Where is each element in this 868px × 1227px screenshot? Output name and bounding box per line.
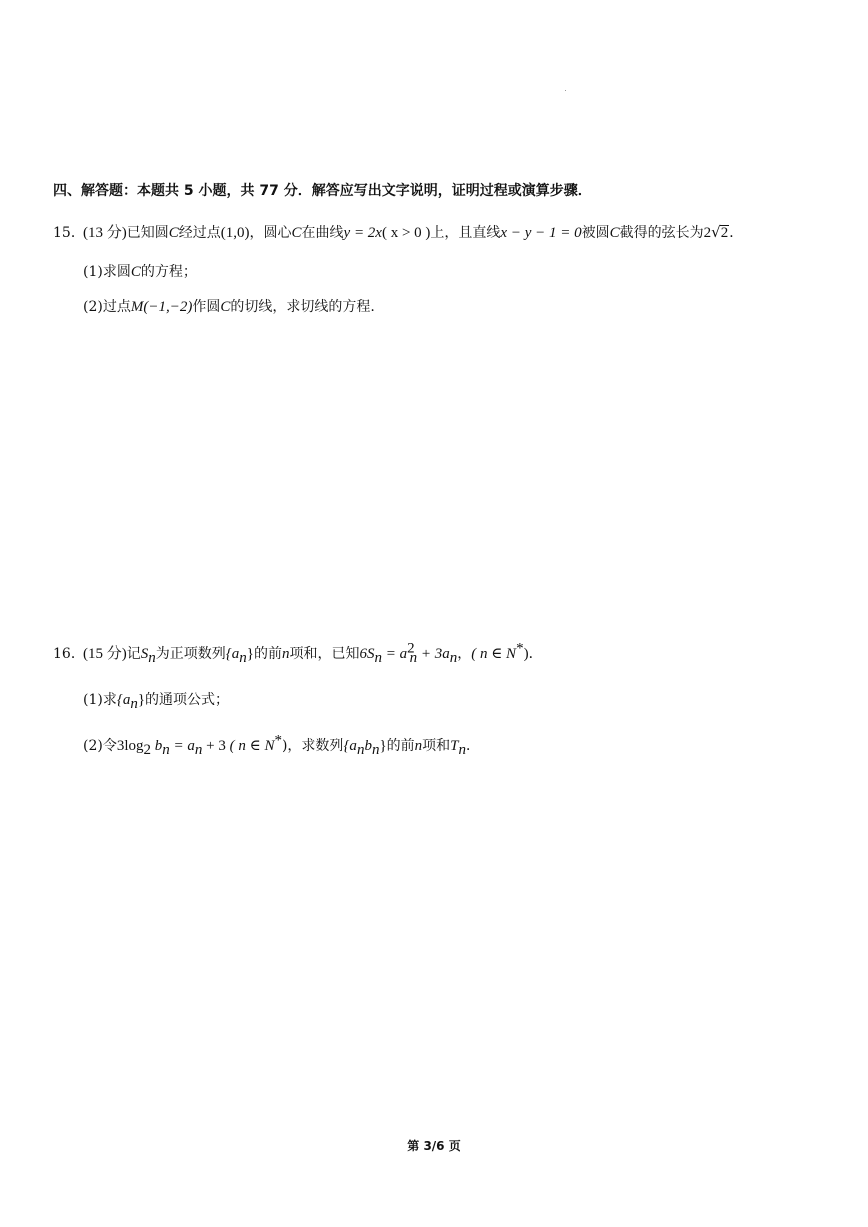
section-heading: 四、解答题：本题共 5 小题，共 77 分．解答应写出文字说明，证明过程或演算步骤． — [53, 183, 592, 199]
subscript-n: n — [239, 649, 247, 666]
q16-text: 为正项数列 — [155, 646, 226, 662]
q16-part1 — [83, 690, 229, 710]
point-m: M(−1,−2) — [130, 299, 193, 315]
brace-close: } — [246, 646, 254, 662]
q15-part2 — [83, 297, 375, 317]
brace-close: } — [379, 738, 387, 754]
var-n: n — [281, 646, 290, 662]
var-c: C — [130, 264, 141, 280]
q16-score: (15 分) — [83, 646, 127, 662]
var-s: S — [140, 646, 149, 662]
q16-part2 — [83, 732, 480, 758]
q15-text: 上，且直线 — [430, 225, 501, 241]
q15-text: 已知圆 — [126, 225, 169, 241]
var-c: C — [609, 225, 620, 241]
q16-text: 记 — [126, 646, 141, 662]
q16-stem — [53, 640, 543, 666]
var-b: b — [151, 738, 163, 754]
equation-plus-3: + 3 — [202, 738, 226, 754]
natural-condition: ( n ∈ N — [471, 646, 517, 662]
q16-text: ． — [528, 646, 543, 662]
chord-coefficient: 2 — [703, 225, 712, 241]
q16-part2-text: )，求数列 — [281, 738, 344, 754]
q16-text: ， — [457, 646, 472, 662]
q16-number: 16． — [53, 646, 85, 662]
subscript-n: n — [374, 649, 382, 666]
q16-part1-label: (1)求 — [83, 692, 117, 708]
var-c: C — [291, 225, 302, 241]
q16-part2-label: (2)令 — [83, 738, 117, 754]
q15-part1 — [83, 262, 197, 282]
scan-dot — [565, 90, 566, 91]
superscript-star: * — [274, 732, 282, 749]
q16-text: 项和，已知 — [289, 646, 360, 662]
paren-close: ) — [523, 646, 529, 662]
subscript-n: n — [162, 741, 170, 758]
q15-text: ． — [729, 225, 744, 241]
natural-condition: ( n ∈ N — [225, 738, 275, 754]
q16-part2-text: 的前 — [386, 738, 415, 754]
sequence-a: {a — [116, 692, 131, 708]
q15-text: 截得的弦长为 — [619, 225, 704, 241]
sequence-ab: {a — [343, 738, 357, 754]
point-1-0: (1,0) — [220, 225, 250, 241]
equation-rhs: + 3a — [417, 646, 450, 662]
curve-equation: y = 2x — [343, 225, 382, 241]
sequence-a: {a — [225, 646, 240, 662]
var-t: T — [450, 738, 459, 754]
log-expression: 3log — [116, 738, 144, 754]
line-equation: x − y − 1 = 0 — [500, 225, 582, 241]
var-b: b — [364, 738, 372, 754]
chord-radicand: 2 — [720, 225, 729, 241]
q16-part2-text: 项和 — [422, 738, 451, 754]
q15-part2-text: 作圆 — [192, 299, 221, 315]
superscript-star: * — [516, 640, 524, 657]
q15-number: 15． — [53, 225, 85, 241]
q15-text: 在曲线 — [301, 225, 344, 241]
curve-condition: ( x > 0 ) — [381, 225, 431, 241]
subscript-n: n — [356, 741, 365, 758]
q16-part1-text: 的通项公式； — [145, 692, 230, 708]
q15-part1-label: (1)求圆 — [83, 264, 131, 280]
subscript-n: n — [458, 741, 466, 758]
subscript-n: n — [409, 649, 418, 666]
brace-close: } — [137, 692, 146, 708]
subscript-n: n — [449, 649, 458, 666]
q15-text: 经过点 — [178, 225, 221, 241]
subscript-n: n — [148, 649, 156, 666]
q15-stem — [53, 222, 743, 243]
subscript-n: n — [130, 695, 138, 712]
page-number: 第 3/6 页 — [407, 1139, 461, 1153]
var-c: C — [168, 225, 179, 241]
q15-part2-text: 的切线，求切线的方程. — [230, 299, 375, 315]
q15-score: (13 分) — [83, 225, 127, 241]
q15-text: 被圆 — [581, 225, 610, 241]
radical-sign: √ — [711, 223, 721, 241]
equation-mid: = a — [381, 646, 408, 662]
q15-part2-label: (2)过点 — [83, 299, 131, 315]
q15-text: ，圆心 — [249, 225, 292, 241]
equation-a: = a — [169, 738, 195, 754]
q16-part2-text: ． — [465, 738, 480, 754]
q16-text: 的前 — [253, 646, 282, 662]
log-base: 2 — [143, 741, 152, 758]
superscript-2: 2 — [407, 640, 415, 657]
equation-lhs: 6S — [359, 646, 375, 662]
var-c: C — [220, 299, 231, 315]
q15-part1-text: 的方程； — [140, 264, 197, 280]
subscript-n: n — [194, 741, 203, 758]
var-n: n — [414, 738, 423, 754]
subscript-n: n — [371, 741, 380, 758]
